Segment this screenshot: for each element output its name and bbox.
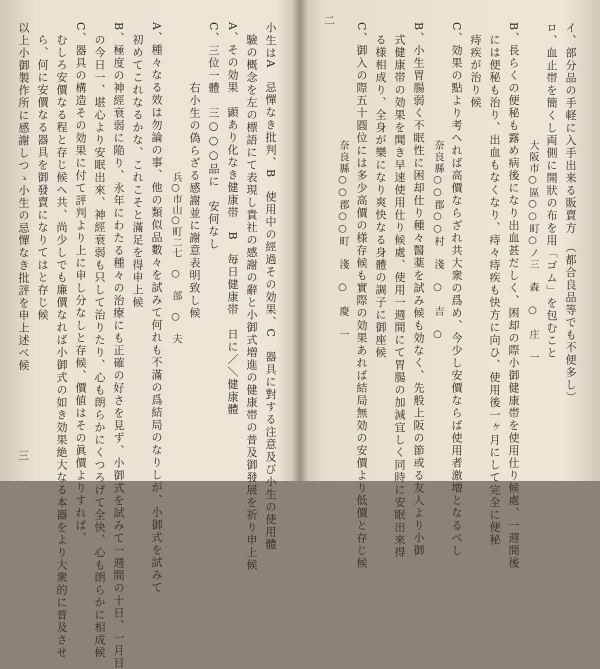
page-number: 三: [18, 449, 29, 462]
text-line: ら、何に安價なる器具を御發賣になりてはと存じ候: [36, 34, 49, 322]
text-line: むしろ安價なる程と存じ候へ共、尚少しでも廉價なれば小御式の如き効果絶大なる本器をより大衆的に普及させ: [55, 34, 68, 659]
text-line: B、長らくの便秘も露め病後になり出血甚だしく、困却の際小御健康帯を使用仕り候處、一週間後: [507, 22, 520, 570]
text-line: 式健康帯の効果を聞き早速使用仕り候處、使用一週間にて胃腸の加減宜しく同時に安眠出來得: [393, 34, 406, 559]
text-line: 初めてこれなるかな、これこそと滿足を得申上候: [131, 34, 144, 309]
left-page: [0, 0, 298, 669]
page-number: 二: [324, 14, 335, 27]
text-line: C、三位一體 三○○○品に 安何なし: [207, 22, 220, 251]
text-line: C、効果の點より考へれば高價ならざれ共大衆の爲め、今少し安價ならば使用者激増となるべし: [450, 22, 463, 557]
text-line: 小生はA 忌憚なき批判、B 使用中の經過その効果、C 器具に對する注意及び小生の使用體: [264, 22, 277, 551]
right-page: [302, 0, 600, 570]
text-line: B、小生胃腸弱く不眠性に困却仕り種々醫薬を試み候も効なく、先般上阪の節或る友人より小御: [412, 22, 425, 557]
text-line: 大阪市○區○○町○ノ三 森 ○ 庄 一: [527, 140, 538, 364]
text-line: 兵○市山○町二七 ○ 部 ○ 夫: [170, 172, 181, 344]
text-line: 驗の概念を左の標語にて表現し貴社の感謝の辭と小御式増進の健康帯の普及御發展を祈り申上候: [245, 34, 258, 572]
right-page-text: [318, 22, 580, 570]
text-line: 奈良縣○○郡○○村 淺 ○ 吉 ○: [432, 140, 443, 342]
text-line: A、種々なる效は勿論の事、他の類似品數々を試みて何れも不滿の爲結局のなりしが、小御式を試みて: [150, 22, 163, 594]
text-line: 奈良縣○○郡○○町 淺 ○ 慶 一: [337, 140, 348, 341]
text-line: イ、部分品の手軽に入手出来る販賣方 （都合良品等でも不便多し）: [564, 22, 577, 404]
text-line: A、その効果 顕あり化なき健康帯 B 毎日健康帯 日に／＼健康體: [226, 22, 239, 417]
text-line: B、極度の神經衰弱に陥り、永年にわたる種々の治療にも正確の好さを見ず、小御式を試みて一週間の十日、一月目: [112, 22, 125, 669]
text-line: C、御入の際五十圓位には多少高價の様存候も實際の効果あれば結局無効の安價より低價と存じ候: [355, 22, 368, 570]
text-line: ロ、血止帯を簡くし両側に開狀の布を用「ゴム」を包むこと: [545, 22, 558, 360]
left-page-text: [17, 22, 280, 669]
text-line: には便秘も治り、出血もなくなり、痔々痔疾も快方に向ひ、使用後一ヶ月にして完全に便秘: [488, 34, 501, 547]
text-line: C、器具の構造その効果に付て評判より上に申し分なしと存候、價値はその眞價よりすれば、: [74, 22, 87, 545]
text-line: 右小生の偽らざる感謝並に謝意表明致し候: [188, 82, 201, 320]
text-line: る様相成り、全身が樂になり爽快なる身體の調子に御座候: [374, 34, 387, 359]
text-line: 痔疾が治り候: [469, 34, 482, 109]
text-line: の今日一、堪心より安眠出來、神經衰弱も只して治りたり、心も朗らかにくつろげて全快、心も朗らかに相成候: [93, 34, 106, 659]
text-line: 以上小御製作所に感謝しつゝ小生の忌憚なき批評を申上述べ候: [17, 22, 30, 372]
